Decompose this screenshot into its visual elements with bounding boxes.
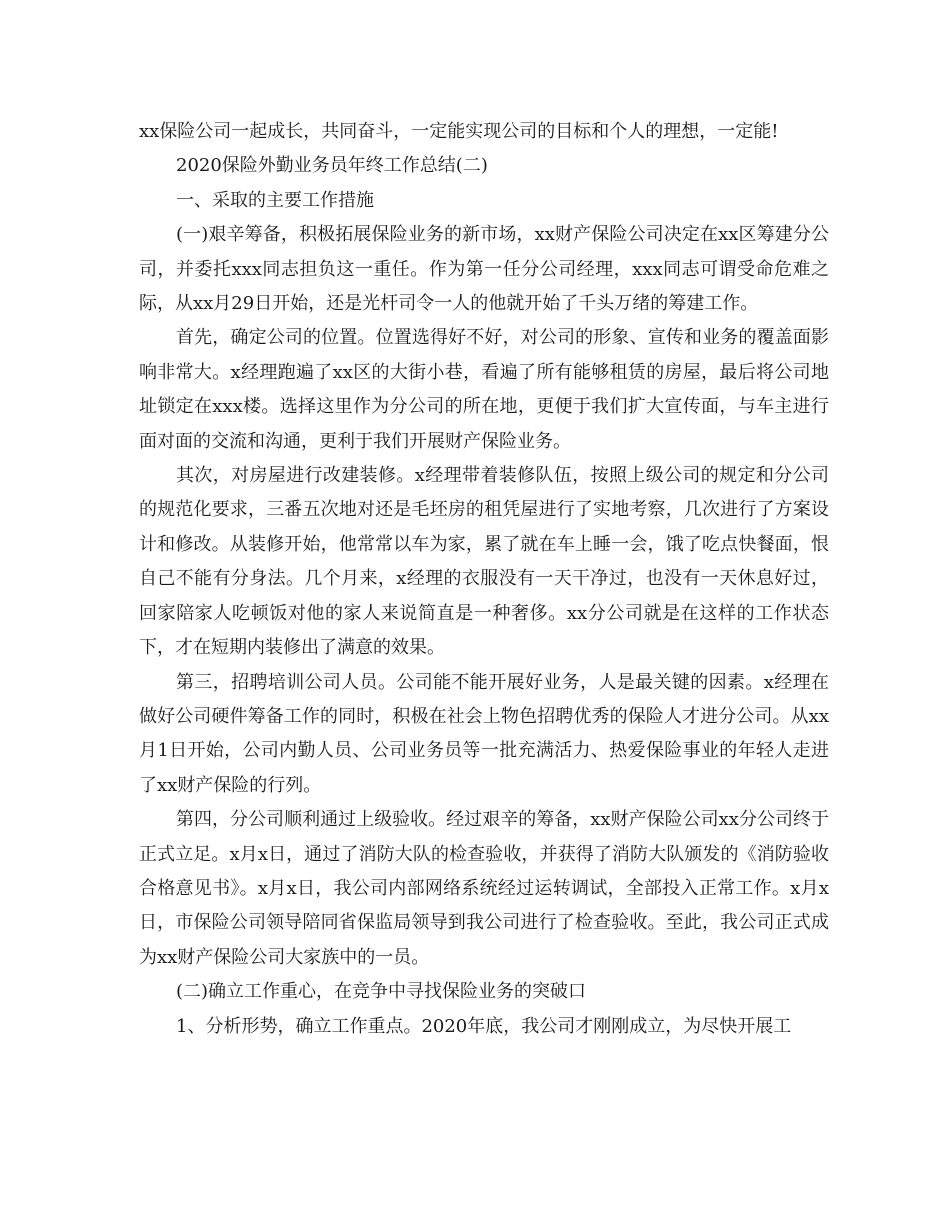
paragraph-location: 首先，确定公司的位置。位置选得好不好，对公司的形象、宣传和业务的覆盖面影响非常大。x经理跑遍了xx区的大街小巷，看遍了所有能够租赁的房屋，最后将公司地址锁定在xxx楼。选择这里作为分公司的所在地，更便于我们扩大宣传面，与车主进行面对面的交流和沟通，更利于我们开展财产保险业务。: [139, 327, 829, 452]
paragraph-preparation: (一)艰辛筹备，积极拓展保险业务的新市场，xx财产保险公司决定在xx区筹建分公司，并委托xxx同志担负这一重任。作为第一任分公司经理，xxx同志可谓受命危难之际，从xx月29日开始，还是光杆司令一人的他就开始了千头万绪的筹建工作。: [139, 224, 829, 315]
document-body: [139, 115, 829, 1044]
section-heading-1: 一、采取的主要工作措施: [176, 189, 374, 211]
paragraph-acceptance: 第四，分公司顺利通过上级验收。经过艰辛的筹备，xx财产保险公司xx分公司终于正式立足。x月x日，通过了消防大队的检查验收，并获得了消防大队颁发的《消防验收合格意见书》。x月x日，我公司内部网络系统经过运转调试，全部投入正常工作。x月x日，市保险公司领导陪同省保监局领导到我公司进行了检查验收。至此，我公司正式成为xx财产保险公司大家族中的一员。: [139, 809, 829, 968]
subsection-heading-2: (二)确立工作重心，在竞争中寻找保险业务的突破口: [176, 981, 587, 1003]
paragraph-continuation: xx保险公司一起成长，共同奋斗，一定能实现公司的目标和个人的理想，一定能!: [139, 121, 779, 142]
section-title: 2020保险外勤业务员年终工作总结(二): [176, 155, 488, 177]
paragraph-renovation: 其次，对房屋进行改建装修。x经理带着装修队伍，按照上级公司的规定和分公司的规范化要求，三番五次地对还是毛坯房的租凭屋进行了实地考察，几次进行了方案设计和修改。从装修开始，他常常以车为家，累了就在车上睡一会，饿了吃点快餐面，恨自己不能有分身法。几个月来，x经理的衣服没有一天干净过，也没有一天休息好过，回家陪家人吃顿饭对他的家人来说简直是一种奢侈。xx分公司就是在这样的工作状态下，才在短期内装修出了满意的效果。: [139, 465, 829, 659]
paragraph-recruitment: 第三，招聘培训公司人员。公司能不能开展好业务，人是最关键的因素。x经理在做好公司硬件筹备工作的同时，积极在社会上物色招聘优秀的保险人才进分公司。从xx月1日开始，公司内勤人员、公司业务员等一批充满活力、热爱保险事业的年轻人走进了xx财产保险的行列。: [139, 671, 829, 796]
paragraph-analysis: 1、分析形势，确立工作重点。2020年底，我公司才刚刚成立，为尽快开展工: [176, 1015, 792, 1037]
